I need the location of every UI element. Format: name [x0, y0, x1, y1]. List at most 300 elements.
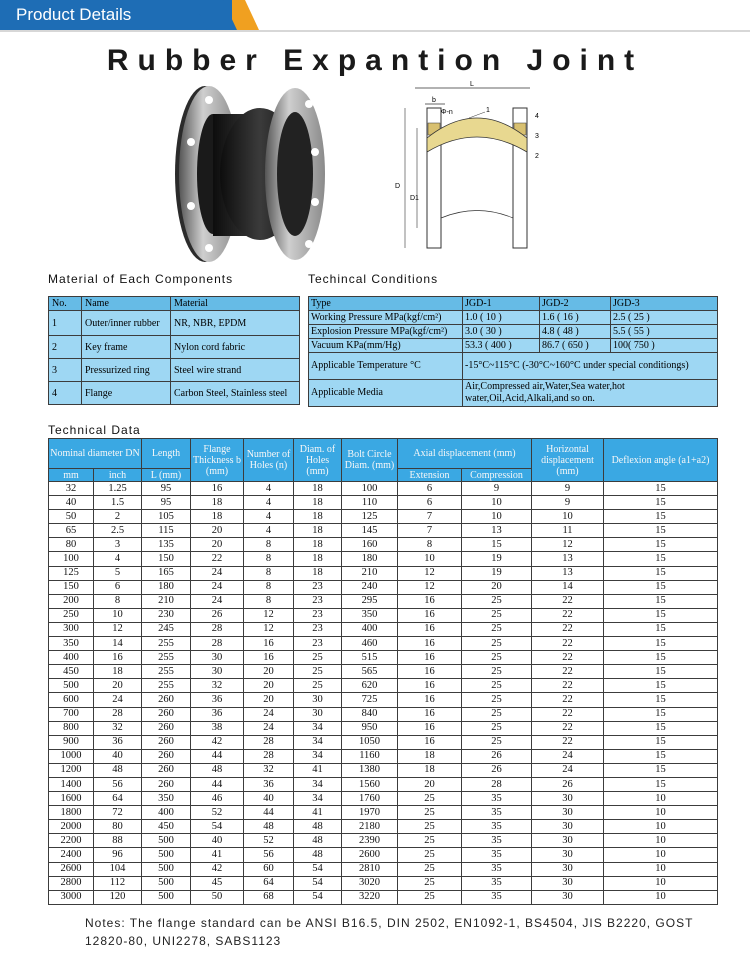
table-cell: 18: [294, 510, 342, 524]
table-row: [49, 834, 718, 848]
table-cell: 9: [532, 496, 604, 510]
table-row: [49, 707, 718, 721]
table-cell: 25: [294, 665, 342, 679]
table-cell: 460: [342, 637, 398, 651]
table-cell: 34: [294, 735, 342, 749]
table-cell: 15: [604, 524, 718, 538]
table-cell: 450: [49, 665, 94, 679]
table-cell: 44: [244, 806, 294, 820]
table-cell: 2.5: [94, 524, 142, 538]
table-cell: 25: [462, 721, 532, 735]
table-cell: 95: [142, 482, 191, 496]
table-cell: 36: [244, 777, 294, 791]
table-cell: 230: [142, 608, 191, 622]
table-cell: 700: [49, 707, 94, 721]
table-cell: 40: [244, 792, 294, 806]
table-cell: 80: [94, 820, 142, 834]
table-cell: 15: [604, 777, 718, 791]
table-cell: 24: [191, 566, 244, 580]
table-cell: 28: [94, 707, 142, 721]
table-cell: 22: [532, 693, 604, 707]
svg-text:2: 2: [535, 153, 539, 160]
table-cell: 64: [244, 876, 294, 890]
table-cell: 26: [532, 777, 604, 791]
table-cell: 23: [294, 608, 342, 622]
table-cell: 25: [462, 693, 532, 707]
table-row: [49, 792, 718, 806]
col-compression: Compression: [462, 469, 532, 482]
table-cell: 3: [49, 359, 82, 382]
table-cell: 200: [49, 594, 94, 608]
table-cell: Flange: [82, 382, 171, 405]
table-cell: 11: [532, 524, 604, 538]
table-row: [49, 735, 718, 749]
table-cell: 23: [294, 622, 342, 636]
table-cell: 1200: [49, 763, 94, 777]
table-cell: 515: [342, 651, 398, 665]
table-cell: 30: [191, 651, 244, 665]
table-cell: 600: [49, 693, 94, 707]
table-cell: 24: [532, 749, 604, 763]
table-cell: 24: [532, 763, 604, 777]
table-cell: 120: [94, 890, 142, 904]
table-cell: 150: [142, 552, 191, 566]
table-cell: 100: [49, 552, 94, 566]
table-cell: 60: [244, 862, 294, 876]
table-cell: 36: [191, 707, 244, 721]
table-cell: 10: [604, 848, 718, 862]
col-jgd2: JGD-2: [540, 297, 611, 311]
table-cell: 24: [191, 580, 244, 594]
table-cell: 16: [398, 721, 462, 735]
table-cell: 42: [191, 862, 244, 876]
table-cell: 16: [398, 651, 462, 665]
table-cell: 25: [462, 608, 532, 622]
table-cell: 150: [49, 580, 94, 594]
table-cell: 250: [49, 608, 94, 622]
table-cell: 135: [142, 538, 191, 552]
table-cell: 40: [49, 496, 94, 510]
table-cell: 2000: [49, 820, 94, 834]
table-cell: 52: [191, 806, 244, 820]
table-cell: 2600: [49, 862, 94, 876]
table-cell: 5.5 ( 55 ): [611, 325, 718, 339]
table-cell: 1160: [342, 749, 398, 763]
col-name: Name: [82, 297, 171, 311]
header-bar: [0, 0, 750, 34]
table-cell: 28: [191, 622, 244, 636]
table-cell: 30: [532, 834, 604, 848]
table-cell: 28: [462, 777, 532, 791]
table-cell: 400: [142, 806, 191, 820]
table-cell: 245: [142, 622, 191, 636]
table-cell: 23: [294, 594, 342, 608]
table-cell: 54: [294, 862, 342, 876]
col-inch: inch: [94, 469, 142, 482]
table-row: [49, 496, 718, 510]
table-cell: 18: [94, 665, 142, 679]
table-cell: 34: [294, 749, 342, 763]
table-cell: 10: [604, 876, 718, 890]
table-cell: 30: [294, 693, 342, 707]
table-cell: 350: [342, 608, 398, 622]
table-cell: 3.0 ( 30 ): [463, 325, 540, 339]
table-cell: 16: [191, 482, 244, 496]
table-cell: 4: [94, 552, 142, 566]
table-cell: 260: [142, 707, 191, 721]
table-cell: 25: [294, 651, 342, 665]
table-cell: 12: [244, 608, 294, 622]
table-cell: 2390: [342, 834, 398, 848]
table-cell: 19: [462, 552, 532, 566]
table-cell: 18: [398, 763, 462, 777]
table-cell: 450: [142, 820, 191, 834]
table-cell: 2: [49, 336, 82, 359]
table-cell: 19: [462, 566, 532, 580]
table-cell: 22: [532, 665, 604, 679]
table-cell: 53.3 ( 400 ): [463, 339, 540, 353]
table-cell: 725: [342, 693, 398, 707]
table-cell: 30: [532, 820, 604, 834]
table-cell: 5: [94, 566, 142, 580]
table-cell: 10: [604, 862, 718, 876]
table-cell: 48: [244, 820, 294, 834]
table-cell: 15: [604, 622, 718, 636]
table-cell: 8: [94, 594, 142, 608]
table-cell: 15: [604, 763, 718, 777]
col-jgd3: JGD-3: [611, 297, 718, 311]
table-cell: 1400: [49, 777, 94, 791]
table-cell: 260: [142, 721, 191, 735]
table-cell: 28: [244, 749, 294, 763]
table-cell: 20: [244, 679, 294, 693]
table-cell: 26: [462, 763, 532, 777]
col-horizontal-displacement: Horizontal displacement (mm): [532, 439, 604, 482]
table-cell: 41: [294, 763, 342, 777]
table-cell: 15: [604, 651, 718, 665]
table-cell: Vacuum KPa(mm/Hg): [309, 339, 463, 353]
table-cell: 25: [398, 890, 462, 904]
table-row: [49, 749, 718, 763]
table-cell: 900: [49, 735, 94, 749]
table-cell: 16: [398, 735, 462, 749]
table-cell: 30: [532, 890, 604, 904]
technical-drawing: [385, 78, 565, 268]
table-cell: Steel wire strand: [171, 359, 300, 382]
table-cell: 16: [244, 651, 294, 665]
table-cell: 125: [49, 566, 94, 580]
table-cell: 6: [398, 482, 462, 496]
table-row: [49, 524, 718, 538]
table-cell: 255: [142, 651, 191, 665]
table-cell: 565: [342, 665, 398, 679]
table-cell: 35: [462, 820, 532, 834]
table-cell: 12: [398, 580, 462, 594]
table-cell: 25: [398, 806, 462, 820]
table-cell: 255: [142, 679, 191, 693]
table-cell: 20: [191, 524, 244, 538]
table-cell: 10: [532, 510, 604, 524]
table-cell: 18: [294, 496, 342, 510]
table-cell: 8: [244, 580, 294, 594]
table-cell: 3: [94, 538, 142, 552]
table-row: [49, 679, 718, 693]
table-cell: 125: [342, 510, 398, 524]
table-cell: 41: [191, 848, 244, 862]
table-row: [49, 608, 718, 622]
table-cell: 4: [244, 524, 294, 538]
table-cell: 15: [604, 735, 718, 749]
table-cell: 40: [191, 834, 244, 848]
table-row: [49, 848, 718, 862]
table-cell: 100: [342, 482, 398, 496]
table-cell: 4: [244, 496, 294, 510]
table-cell: 104: [94, 862, 142, 876]
table-cell: 500: [142, 848, 191, 862]
table-row: [49, 552, 718, 566]
table-cell: 20: [244, 665, 294, 679]
table-cell: 25: [398, 862, 462, 876]
table-cell: 22: [532, 622, 604, 636]
table-row: [49, 876, 718, 890]
table-cell: 400: [342, 622, 398, 636]
svg-text:4: 4: [535, 113, 539, 120]
table-cell: 1.25: [94, 482, 142, 496]
table-cell: 16: [398, 707, 462, 721]
table-cell: 25: [398, 834, 462, 848]
table-cell: 9: [462, 482, 532, 496]
col-diam-of-holes: Diam. of Holes (mm): [294, 439, 342, 482]
table-cell: 25: [398, 792, 462, 806]
table-cell: 180: [342, 552, 398, 566]
table-cell: 15: [604, 482, 718, 496]
col-flange-thickness: Flange Thickness b (mm): [191, 439, 244, 482]
table-cell: 23: [294, 580, 342, 594]
table-cell: 8: [244, 552, 294, 566]
table-cell: 28: [191, 637, 244, 651]
table-row: [49, 862, 718, 876]
table-cell: Carbon Steel, Stainless steel: [171, 382, 300, 405]
table-cell: 1.0 ( 10 ): [463, 311, 540, 325]
table-cell: 620: [342, 679, 398, 693]
table-cell: 15: [604, 538, 718, 552]
svg-text:3: 3: [535, 133, 539, 140]
table-cell: 30: [294, 707, 342, 721]
table-cell: 1560: [342, 777, 398, 791]
table-cell: 115: [142, 524, 191, 538]
technical-data-table: [48, 438, 718, 905]
table-cell: 42: [191, 735, 244, 749]
svg-text:L: L: [470, 81, 474, 88]
table-cell: Outer/inner rubber: [82, 311, 171, 336]
table-cell: 34: [294, 792, 342, 806]
table-cell: 13: [532, 566, 604, 580]
table-cell: 22: [191, 552, 244, 566]
table-cell: 1: [49, 311, 82, 336]
table-cell: 38: [191, 721, 244, 735]
table-row: [49, 566, 718, 580]
col-no: No.: [49, 297, 82, 311]
table-cell: 300: [49, 622, 94, 636]
table-cell: 15: [604, 637, 718, 651]
table-row: [49, 651, 718, 665]
table-cell: 25: [462, 594, 532, 608]
table-cell: 500: [142, 862, 191, 876]
table-cell: 800: [49, 721, 94, 735]
svg-text:Φ-n: Φ-n: [441, 109, 453, 116]
table-cell: 15: [604, 510, 718, 524]
table-cell: 1000: [49, 749, 94, 763]
table-cell: 110: [342, 496, 398, 510]
table-cell: 1600: [49, 792, 94, 806]
table-cell: 3020: [342, 876, 398, 890]
table-cell: 500: [142, 890, 191, 904]
table-row: [49, 482, 718, 496]
table-cell: 26: [191, 608, 244, 622]
table-cell: 255: [142, 665, 191, 679]
product-photo: [165, 82, 340, 267]
table-cell: 72: [94, 806, 142, 820]
table-row: [49, 890, 718, 904]
table-cell: 30: [532, 876, 604, 890]
table-cell: 54: [294, 890, 342, 904]
table-cell: 16: [398, 693, 462, 707]
table-cell: 18: [294, 552, 342, 566]
table-cell: 54: [294, 876, 342, 890]
table-cell: 48: [94, 763, 142, 777]
table-cell: Explosion Pressure MPa(kgf/cm²): [309, 325, 463, 339]
table-cell: 15: [604, 707, 718, 721]
table-cell: 2400: [49, 848, 94, 862]
table-cell: 950: [342, 721, 398, 735]
table-cell: 16: [398, 622, 462, 636]
table-cell: 8: [244, 566, 294, 580]
table-cell: 10: [462, 510, 532, 524]
table-cell: 4: [49, 382, 82, 405]
table-cell: Pressurized ring: [82, 359, 171, 382]
col-length-unit: L (mm): [142, 469, 191, 482]
table-cell: 36: [94, 735, 142, 749]
table-cell: 500: [142, 876, 191, 890]
table-cell: 10: [604, 820, 718, 834]
table-cell: 16: [398, 594, 462, 608]
table-cell: 6: [94, 580, 142, 594]
table-cell: 52: [244, 834, 294, 848]
table-cell: 18: [294, 538, 342, 552]
table-cell: 41: [294, 806, 342, 820]
table-cell: 45: [191, 876, 244, 890]
table-cell: Working Pressure MPa(kgf/cm²): [309, 311, 463, 325]
table-cell: 350: [142, 792, 191, 806]
table-cell: 10: [462, 496, 532, 510]
table-cell: 12: [532, 538, 604, 552]
table-cell: 20: [94, 679, 142, 693]
table-cell: 24: [191, 594, 244, 608]
table-cell: 64: [94, 792, 142, 806]
table-cell: 10: [604, 806, 718, 820]
table-cell: Key frame: [82, 336, 171, 359]
table-row: [49, 820, 718, 834]
table-cell: 86.7 ( 650 ): [540, 339, 611, 353]
table-cell: 22: [532, 651, 604, 665]
table-cell: 160: [342, 538, 398, 552]
table-row: [49, 510, 718, 524]
table-cell: 25: [462, 665, 532, 679]
table-cell: 240: [342, 580, 398, 594]
table-cell: 24: [94, 693, 142, 707]
table-cell: 46: [191, 792, 244, 806]
table-cell: 4: [244, 482, 294, 496]
table-cell: 30: [532, 848, 604, 862]
table-cell: 18: [191, 510, 244, 524]
table-cell: 23: [294, 637, 342, 651]
table-cell: 22: [532, 594, 604, 608]
table-row: [49, 637, 718, 651]
table-cell: 1.5: [94, 496, 142, 510]
table-cell: 48: [294, 834, 342, 848]
table-row: [49, 665, 718, 679]
table-cell: 15: [604, 496, 718, 510]
table-cell: 100( 750 ): [611, 339, 718, 353]
table-cell: 20: [191, 538, 244, 552]
table-cell: 260: [142, 763, 191, 777]
table-cell: 7: [398, 524, 462, 538]
col-number-of-holes: Number of Holes (n): [244, 439, 294, 482]
table-cell: 24: [244, 707, 294, 721]
table-cell: 180: [142, 580, 191, 594]
table-cell: Applicable Temperature °C: [309, 353, 463, 380]
table-cell: 13: [462, 524, 532, 538]
table-cell: 10: [94, 608, 142, 622]
col-mm: mm: [49, 469, 94, 482]
table-cell: 260: [142, 749, 191, 763]
table-cell: 8: [244, 594, 294, 608]
table-cell: 35: [462, 890, 532, 904]
table-cell: 25: [462, 735, 532, 749]
table-cell: 15: [604, 566, 718, 580]
table-cell: 500: [49, 679, 94, 693]
table-row: [49, 538, 718, 552]
table-cell: 260: [142, 693, 191, 707]
materials-table: [48, 296, 300, 405]
col-deflexion-angle: Deflexion angle (a1+a2): [604, 439, 718, 482]
table-cell: 12: [244, 622, 294, 636]
table-cell: 10: [604, 890, 718, 904]
table-cell: 15: [604, 580, 718, 594]
table-cell: 25: [462, 651, 532, 665]
table-cell: 54: [191, 820, 244, 834]
table-cell: 14: [532, 580, 604, 594]
table-cell: Applicable Media: [309, 380, 463, 407]
table-cell: 25: [398, 876, 462, 890]
table-cell: 22: [532, 707, 604, 721]
table-cell: 22: [532, 679, 604, 693]
conditions-title: Techincal Conditions: [308, 272, 439, 286]
table-cell: 2: [94, 510, 142, 524]
table-cell: NR, NBR, EPDM: [171, 311, 300, 336]
table-cell: 1380: [342, 763, 398, 777]
table-cell: 80: [49, 538, 94, 552]
table-cell: Nylon cord fabric: [171, 336, 300, 359]
table-cell: 56: [94, 777, 142, 791]
table-cell: 35: [462, 834, 532, 848]
table-cell: 30: [532, 862, 604, 876]
table-cell: 16: [398, 679, 462, 693]
table-cell: 400: [49, 651, 94, 665]
table-cell: 7: [398, 510, 462, 524]
conditions-table: [308, 296, 718, 407]
table-cell: 8: [244, 538, 294, 552]
